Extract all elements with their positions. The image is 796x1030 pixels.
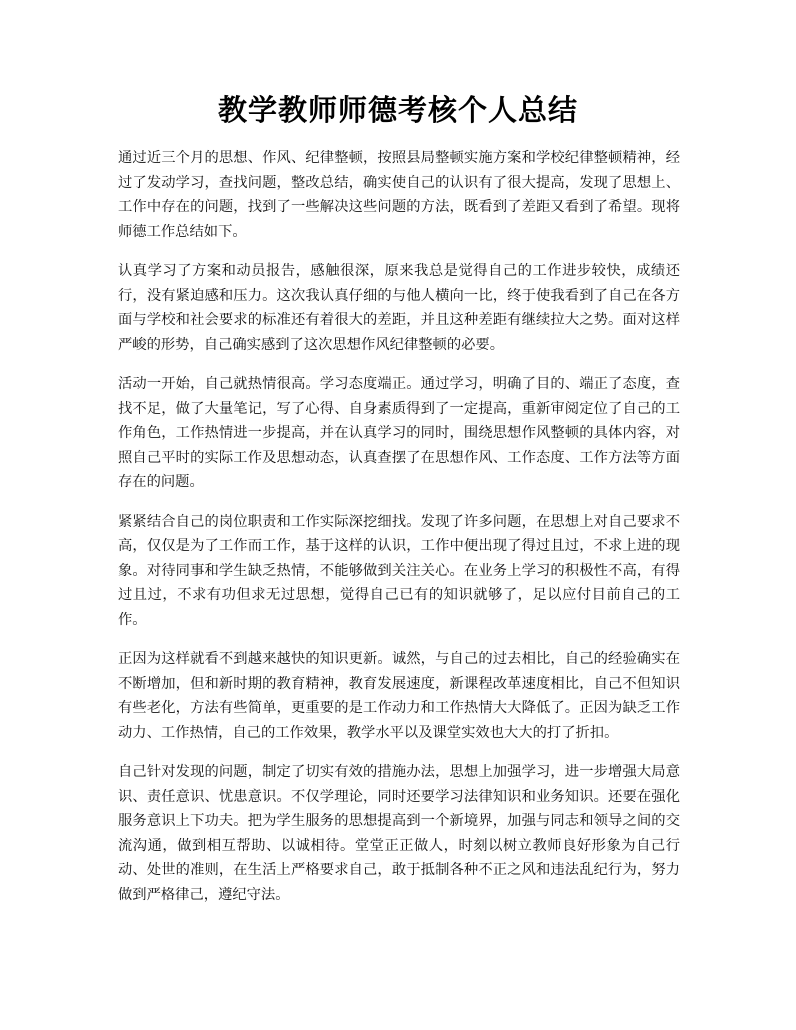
document-title: 教学教师师德考核个人总结 bbox=[217, 93, 578, 127]
paragraph-6: 自己针对发现的问题，制定了切实有效的措施办法，思想上加强学习，进一步增强大局意识、责任意识、忧患意识。不仅学理论，同时还要学习法律知识和业务知识。还要在强化服务意识上下功夫。把为学生服务的思想提高到一个新境界，加强与同志和领导之间的交流沟通，做到相互帮助、以诚相待。堂堂正正做人，时刻以树立教师良好形象为自己行动、处世的准则，在生活上严格要求自己，敢于抵制各种不正之风和违法乱纪行为，努力做到严格律己，遵纪守法。 bbox=[118, 764, 680, 903]
document-body bbox=[118, 146, 680, 922]
paragraph-1: 通过近三个月的思想、作风、纪律整顿，按照县局整顿实施方案和学校纪律整顿精神，经过了发动学习，查找问题，整改总结，确实使自己的认识有了很大提高，发现了思想上、工作中存在的问题，找到了一些解决这些问题的方法，既看到了差距又看到了希望。现将师德工作总结如下。 bbox=[118, 150, 680, 240]
paragraph-4: 紧紧结合自己的岗位职责和工作实际深挖细找。发现了许多问题，在思想上对自己要求不高，仅仅是为了工作而工作，基于这样的认识，工作中便出现了得过且过，不求上进的现象。对待同事和学生缺乏热情，不能够做到关注关心。在业务上学习的积极性不高，有得过且过，不求有功但求无过思想，觉得自己已有的知识就够了，足以应付目前自己的工作。 bbox=[118, 513, 680, 628]
paragraph-3: 活动一开始，自己就热情很高。学习态度端正。通过学习，明确了目的、端正了态度，查找不足，做了大量笔记，写了心得、自身素质得到了一定提高，重新审阅定位了自己的工作角色，工作热情进一步提高，并在认真学习的同时，围绕思想作风整顿的具体内容，对照自己平时的实际工作及思想动态，认真查摆了在思想作风、工作态度、工作方法等方面存在的问题。 bbox=[118, 376, 680, 490]
paragraph-2: 认真学习了方案和动员报告，感触很深，原来我总是觉得自己的工作进步较快，成绩还行，没有紧迫感和压力。这次我认真仔细的与他人横向一比，终于使我看到了自己在各方面与学校和社会要求的标准还有着很大的差距，并且这种差距有继续拉大之势。面对这样严峻的形势，自己确实感到了这次思想作风纪律整顿的必要。 bbox=[118, 263, 680, 353]
paragraph-5: 正因为这样就看不到越来越快的知识更新。诚然，与自己的过去相比，自己的经验确实在不断增加，但和新时期的教育精神，教育发展速度，新课程改革速度相比，自己不但知识有些老化，方法有些简单，更重要的是工作动力和工作热情大大降低了。正因为缺乏工作动力、工作热情，自己的工作效果，教学水平以及课堂实效也大大的打了折扣。 bbox=[118, 651, 680, 741]
